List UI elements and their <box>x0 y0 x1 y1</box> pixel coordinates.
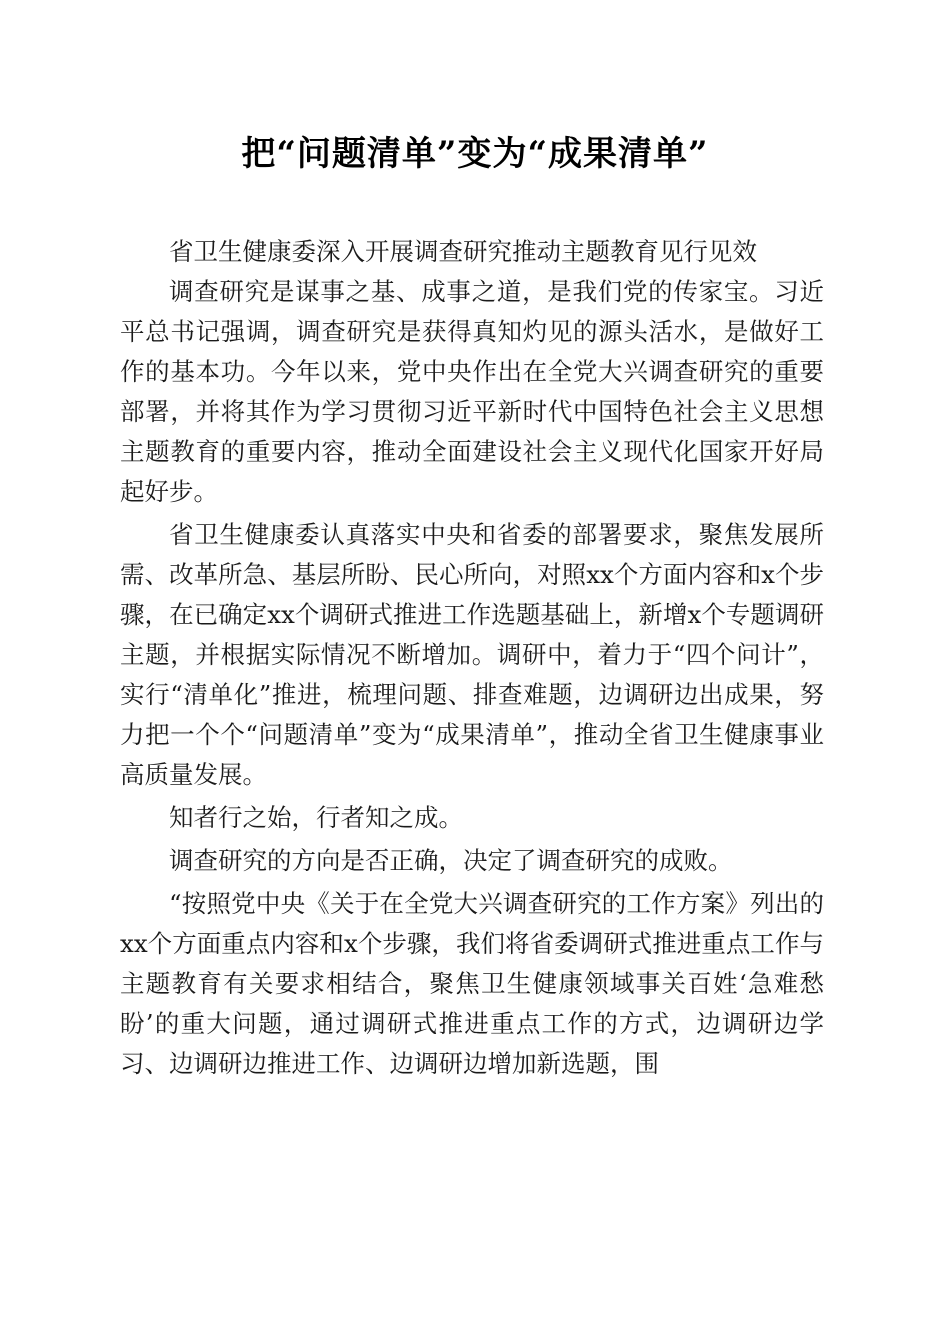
body-paragraph: 省卫生健康委认真落实中央和省委的部署要求，聚焦发展所需、改革所急、基层所盼、民心所向，对照xx个方面内容和x个步骤，在已确定xx个调研式推进工作选题基础上，新增x个专题调研主题，并根据实际情况不断增加。调研中，着力于“四个问计”，实行“清单化”推进，梳理问题、排查难题，边调研边出成果，努力把一个个“问题清单”变为“成果清单”，推动全省卫生健康事业高质量发展。 <box>120 520 824 789</box>
body-paragraph: 调查研究的方向是否正确，决定了调查研究的成败。 <box>169 846 733 875</box>
body-paragraph: 调查研究是谋事之基、成事之道，是我们党的传家宝。习近平总书记强调，调查研究是获得真知灼见的源头活水，是做好工作的基本功。今年以来，党中央作出在全党大兴调查研究的重要部署，并将其作为学习贯彻习近平新时代中国特色社会主义思想主题教育的重要内容，推动全面建设社会主义现代化国家开好局起好步。 <box>120 277 824 506</box>
document-title: 把“问题清单”变为“成果清单” <box>241 134 709 174</box>
body-paragraph: “按照党中央《关于在全党大兴调查研究的工作方案》列出的xx个方面重点内容和x个步骤，我们将省委调研式推进重点工作与主题教育有关要求相结合，聚焦卫生健康领域事关百姓‘急难愁盼’的重大问题，通过调研式推进重点工作的方式，边调研边学习、边调研边推进工作、边调研边增加新选题，围 <box>120 889 824 1078</box>
body-paragraph: 知者行之始，行者知之成。 <box>169 803 463 832</box>
subtitle-paragraph: 省卫生健康委深入开展调查研究推动主题教育见行见效 <box>169 237 757 266</box>
document-body <box>120 232 824 1087</box>
